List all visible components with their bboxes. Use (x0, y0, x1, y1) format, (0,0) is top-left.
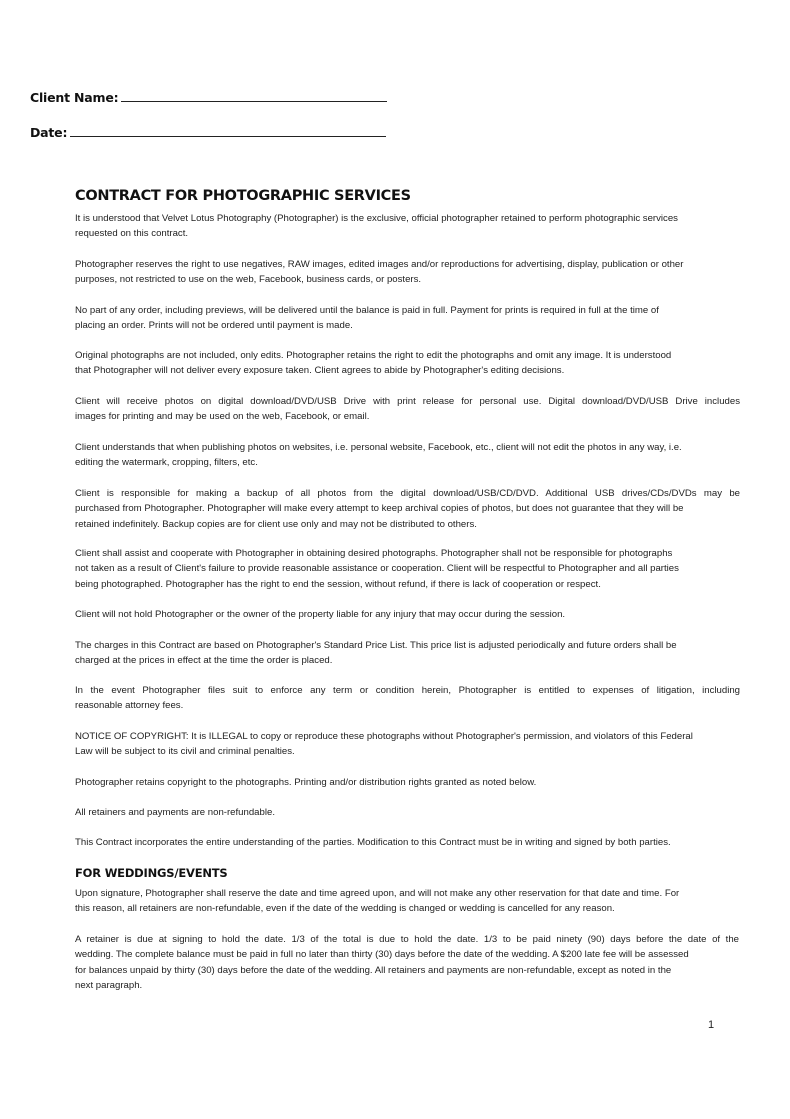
page-number: 1 (708, 1019, 715, 1031)
contract-paragraph (75, 729, 740, 760)
contract-paragraph (75, 348, 740, 379)
contract-paragraph (75, 440, 740, 471)
text-line: requested on this contract. (75, 228, 189, 240)
weddings-paragraph (75, 886, 740, 917)
contract-paragraph (75, 257, 740, 288)
text-line: wedding. The complete balance must be paid in full no later than thirty (30) days before the date of the wedding. A $200 late fee will be assessed (75, 949, 689, 961)
text-line: purposes, not restricted to use on the web, Facebook, business cards, or posters. (75, 274, 422, 286)
contract-paragraph (75, 303, 740, 334)
text-line: reasonable attorney fees. (75, 700, 184, 712)
contract-paragraph (75, 683, 740, 714)
text-line: Photographer retains copyright to the photographs. Printing and/or distribution rights granted as noted below. (75, 777, 537, 788)
text-line: retained indefinitely. Backup copies are for client use only and may not be distributed to others. (75, 518, 477, 530)
contract-paragraph (75, 486, 740, 532)
text-line: Photographer reserves the right to use negatives, RAW images, edited images and/or reproductions for advertising, display, publication or other (75, 259, 684, 270)
text-line: In the event Photographer files suit to enforce any term or condition herein, Photographer is entitled to expenses of litigation, including (75, 685, 740, 696)
contract-paragraph (75, 775, 740, 790)
contract-paragraph (75, 211, 740, 242)
text-line: not taken as a result of Client's failure to provide reasonable assistance or cooperation. Client will be respectful to Photographer and all parties (75, 563, 679, 575)
text-line: Client is responsible for making a backup of all photos from the digital download/USB/CD/DVD. Additional USB drives/CDs/DVDs may be (75, 488, 740, 499)
date-blank[interactable] (70, 124, 386, 137)
text-line: Client understands that when publishing photos on websites, i.e. personal website, Facebook, etc., client will not edit the photos in any way, i.e. (75, 442, 682, 453)
text-line: No part of any order, including previews, will be delivered until the balance is paid in full. Payment for prints is required in full at the time of (75, 305, 659, 316)
weddings-paragraph (75, 932, 739, 993)
text-line: It is understood that Velvet Lotus Photography (Photographer) is the exclusive, official photographer retained to perform photographic services (75, 213, 678, 224)
text-line: editing the watermark, cropping, filters, etc. (75, 457, 258, 469)
client-name-field[interactable] (30, 89, 387, 105)
text-line: this reason, all retainers are non-refundable, even if the date of the wedding is changed or wedding is cancelled for any reason. (75, 903, 615, 915)
text-line: Client will receive photos on digital download/DVD/USB Drive with print release for personal use. Digital download/DVD/USB Drive includes (75, 396, 740, 407)
contract-title: CONTRACT FOR PHOTOGRAPHIC SERVICES (75, 188, 411, 204)
date-field[interactable] (30, 124, 386, 140)
text-line: NOTICE OF COPYRIGHT: It is ILLEGAL to copy or reproduce these photographs without Photographer's permission, and violators of this Federal (75, 731, 693, 742)
text-line: This Contract incorporates the entire understanding of the parties. Modification to this Contract must be in writing and signed by both parties. (75, 837, 671, 848)
contract-paragraph (75, 394, 740, 425)
text-line: Client will not hold Photographer or the owner of the property liable for any injury that may occur during the session. (75, 609, 566, 620)
text-line: purchased from Photographer. Photographer will make every attempt to keep archival copies of photos, but does not guarantee that they will be (75, 503, 684, 515)
date-label: Date: (30, 125, 68, 140)
text-line: for balances unpaid by thirty (30) days before the date of the wedding. All retainers and payments are non-refundable, except as noted in the (75, 964, 672, 976)
text-line: images for printing and may be used on the web, Facebook, or email. (75, 411, 370, 423)
contract-paragraph (75, 805, 740, 820)
text-line: A retainer is due at signing to hold the date. 1/3 of the total is due to hold the date. 1/3 to be paid ninety (90) days before the date of the (75, 934, 739, 945)
contract-paragraph (75, 546, 740, 592)
text-line: next paragraph. (75, 979, 143, 991)
text-line: placing an order. Prints will not be ordered until payment is made. (75, 320, 353, 332)
text-line: Law will be subject to its civil and criminal penalties. (75, 746, 295, 758)
contract-paragraph (75, 607, 740, 622)
contract-paragraph (75, 638, 740, 669)
text-line: Original photographs are not included, only edits. Photographer retains the right to edit the photographs and omit any image. It is understood (75, 350, 672, 361)
text-line: All retainers and payments are non-refundable. (75, 807, 275, 818)
text-line: being photographed. Photographer has the right to end the session, without refund, if there is lack of cooperation or respect. (75, 578, 601, 590)
client-name-blank[interactable] (121, 89, 387, 102)
text-line: charged at the prices in effect at the time the order is placed. (75, 655, 333, 667)
contract-paragraph (75, 835, 740, 850)
weddings-section-title: FOR WEDDINGS/EVENTS (75, 866, 228, 880)
text-line: Upon signature, Photographer shall reserve the date and time agreed upon, and will not make any other reservation for that date and time. For (75, 888, 680, 899)
text-line: Client shall assist and cooperate with Photographer in obtaining desired photographs. Photographer shall not be responsible for photographs (75, 548, 673, 559)
client-name-label: Client Name: (30, 90, 119, 105)
text-line: that Photographer will not deliver every exposure taken. Client agrees to abide by Photographer's editing decisions. (75, 365, 565, 377)
text-line: The charges in this Contract are based on Photographer's Standard Price List. This price list is adjusted periodically and future orders shall be (75, 640, 677, 651)
